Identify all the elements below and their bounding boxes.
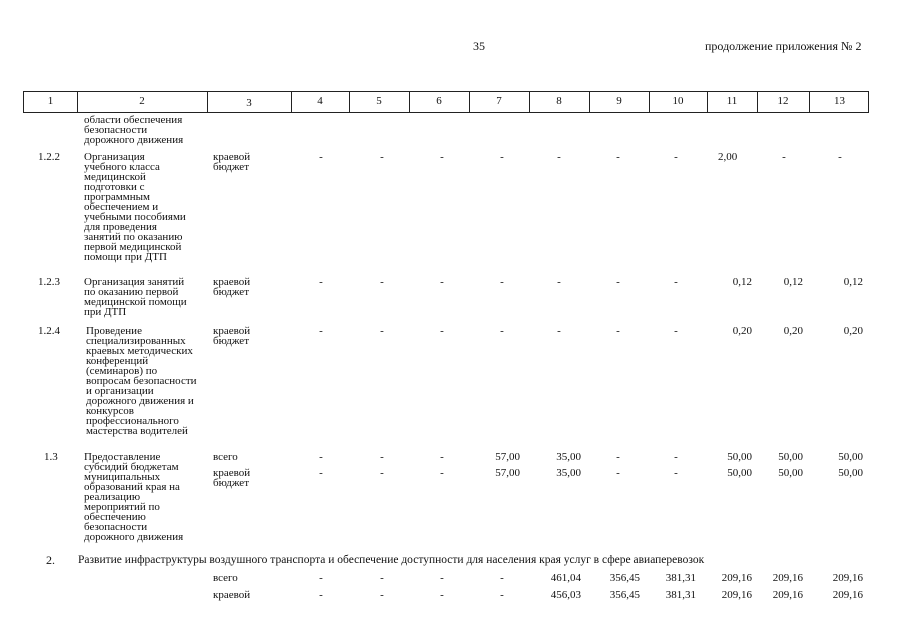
value-col10: -	[674, 325, 678, 337]
row-number: 1.3	[44, 451, 58, 463]
value-col9: -	[616, 325, 620, 337]
continuation-note: продолжение приложения № 2	[705, 39, 862, 53]
header-col-4: 4	[317, 95, 323, 107]
row-name: Предоставление субсидий бюджетам муниципальных образований края на реализацию мероприятий по обеспечению безопасности дорожного движения	[84, 451, 184, 543]
value-col6: -	[440, 325, 444, 337]
value-col11: 0,20	[732, 325, 752, 337]
row-name: Организация учебного класса медицинской подготовки с программным обеспечением и учебными пособиями для проведения занятий по оказанию первой медицинской помощи при ДТП	[84, 151, 186, 263]
value-col5: -	[380, 151, 384, 163]
value-col6: -	[440, 151, 444, 163]
value-col4: -	[319, 325, 323, 337]
value-col9: -	[616, 451, 620, 463]
header-col-7: 7	[496, 95, 502, 107]
header-col-6: 6	[436, 95, 442, 107]
value-col7: 57,00	[495, 467, 520, 479]
row-number: 1.2.2	[38, 151, 60, 163]
value-col5: -	[380, 589, 384, 601]
value-col4: -	[319, 276, 323, 288]
header-col-3: 3	[246, 97, 252, 109]
header-col-8: 8	[556, 95, 562, 107]
row-source: всего	[213, 451, 238, 463]
value-col4: -	[319, 151, 323, 163]
value-col6: -	[440, 589, 444, 601]
row-number: 1.2.3	[38, 276, 60, 288]
value-col12: 209,16	[772, 589, 803, 601]
value-col9: -	[616, 151, 620, 163]
value-col6: -	[440, 572, 444, 584]
value-col12: 0,20	[783, 325, 803, 337]
value-col8: 35,00	[556, 467, 581, 479]
value-col13: 50,00	[838, 467, 863, 479]
value-col9: -	[616, 276, 620, 288]
value-col11: 0,12	[732, 276, 752, 288]
value-col4: -	[319, 451, 323, 463]
value-col8: -	[557, 151, 561, 163]
value-col4: -	[319, 572, 323, 584]
value-col10: -	[674, 151, 678, 163]
value-col8: -	[557, 276, 561, 288]
value-col5: -	[380, 572, 384, 584]
section-number: 2.	[46, 553, 55, 567]
header-col-1: 1	[47, 95, 54, 107]
value-col5: -	[380, 467, 384, 479]
value-col6: -	[440, 467, 444, 479]
section-title: Развитие инфраструктуры воздушного транспорта и обеспечение доступности для населения края услуг в сфере авиаперевозок	[78, 554, 705, 566]
row-name: Организация занятий по оказанию первой медицинской помощи при ДТП	[84, 276, 187, 318]
value-col12: 209,16	[772, 572, 803, 584]
value-col11: 209,16	[721, 589, 752, 601]
header-col-10: 10	[672, 95, 684, 107]
table-header	[23, 91, 869, 113]
value-col10: 381,31	[665, 572, 696, 584]
row-number: 1.2.4	[38, 325, 60, 337]
value-col10: -	[674, 276, 678, 288]
value-col9: 356,45	[609, 589, 640, 601]
value-col8: 456,03	[550, 589, 581, 601]
value-col6: -	[440, 276, 444, 288]
value-col13: 0,12	[843, 276, 863, 288]
row-source: краевой бюджет	[213, 151, 251, 173]
value-col9: -	[616, 467, 620, 479]
row-source: краевой бюджет	[213, 325, 251, 347]
header-col-5: 5	[376, 95, 382, 107]
value-col5: -	[380, 325, 384, 337]
value-col12: 0,12	[783, 276, 803, 288]
value-col10: -	[674, 467, 678, 479]
value-col12: -	[782, 151, 786, 163]
value-col13: 50,00	[838, 451, 863, 463]
value-col6: -	[440, 451, 444, 463]
header-col-11: 11	[726, 95, 738, 107]
row-source: всего	[213, 572, 238, 584]
value-col12: 50,00	[778, 467, 803, 479]
value-col7: 57,00	[495, 451, 520, 463]
value-col11: 50,00	[727, 451, 752, 463]
value-col7: -	[500, 151, 504, 163]
value-col5: -	[380, 276, 384, 288]
header-col-2: 2	[139, 95, 145, 107]
row-source: краевой	[213, 589, 251, 601]
value-col4: -	[319, 467, 323, 479]
carryover-text: области обеспечения безопасности дорожного движения	[84, 114, 184, 146]
header-col-12: 12	[777, 95, 789, 107]
header-col-9: 9	[616, 95, 622, 107]
value-col8: 35,00	[556, 451, 581, 463]
value-col13: 209,16	[832, 572, 863, 584]
row-name: Проведение специализированных краевых методических конференций (семинаров) по вопросам безопасности и организации дорожного движения и конкурсов профессионального мастерства водителей	[86, 325, 197, 437]
value-col8: -	[557, 325, 561, 337]
value-col13: 209,16	[832, 589, 863, 601]
header-col-13: 13	[834, 95, 845, 107]
value-col5: -	[380, 451, 384, 463]
value-col7: -	[500, 325, 504, 337]
value-col12: 50,00	[778, 451, 803, 463]
row-source: краевой бюджет	[213, 467, 251, 489]
value-col10: -	[674, 451, 678, 463]
value-col11: 50,00	[727, 467, 752, 479]
value-col4: -	[319, 589, 323, 601]
value-col7: -	[500, 589, 504, 601]
value-col13: 0,20	[843, 325, 863, 337]
row-source: краевой бюджет	[213, 276, 251, 298]
value-col9: 356,45	[609, 572, 640, 584]
value-col7: -	[500, 572, 504, 584]
page-number: 35	[473, 39, 485, 53]
value-col8: 461,04	[550, 572, 581, 584]
value-col11: 209,16	[721, 572, 752, 584]
value-col7: -	[500, 276, 504, 288]
value-col13: -	[838, 151, 842, 163]
value-col10: 381,31	[665, 589, 696, 601]
value-col11: 2,00	[718, 151, 738, 163]
